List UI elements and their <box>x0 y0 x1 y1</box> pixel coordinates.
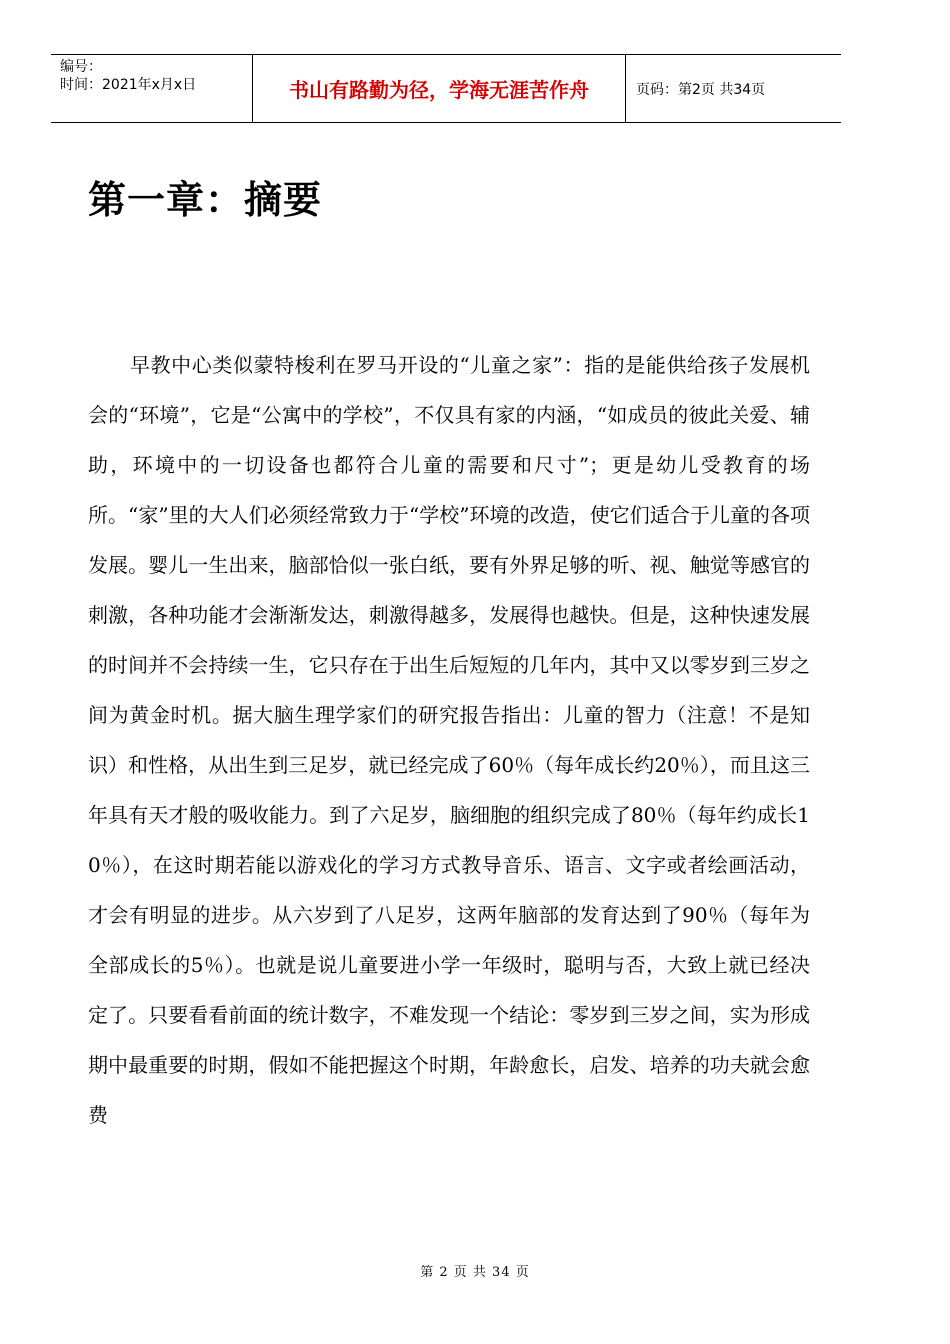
body-paragraph: 早教中心类似蒙特梭利在罗马开设的“儿童之家”：指的是能供给孩子发展机会的“环境”，它是“公寓中的学校”，不仅具有家的内涵，“如成员的彼此关爱、辅助，环境中的一切设备也都符合儿童的需要和尺寸”；更是幼儿受教育的场所。“家”里的大人们必须经常致力于“学校”环境的改造，使它们适合于儿童的各项发展。婴儿一生出来，脑部恰似一张白纸，要有外界足够的听、视、触觉等感官的刺激，各种功能才会渐渐发达，刺激得越多，发展得也越快。但是，这种快速发展的时间并不会持续一生，它只存在于出生后短短的几年内，其中又以零岁到三岁之间为黄金时机。据大脑生理学家们的研究报告指出：儿童的智力（注意！不是知识）和性格，从出生到三足岁，就已经完成了60％（每年成长约20％），而且这三年具有天才般的吸收能力。到了六足岁，脑细胞的组织完成了80％（每年约成长10％），在这时期若能以游戏化的学习方式教导音乐、语言、文字或者绘画活动，才会有明显的进步。从六岁到了八足岁，这两年脑部的发育达到了90％（每年为全部成长的5％）。也就是说儿童要进小学一年级时，聪明与否，大致上就已经决定了。只要看看前面的统计数字，不难发现一个结论：零岁到三岁之间，实为形成期中最重要的时期，假如不能把握这个时期，年龄愈长，启发、培养的功夫就会愈费 <box>88 353 810 1127</box>
time-label: 时间：2021年x月x日 <box>60 77 197 93</box>
chapter-title: 第一章：摘要 <box>88 177 323 222</box>
page-footer: 第 2 页 共 34 页 <box>420 1265 530 1280</box>
code-label: 编号： <box>60 59 102 75</box>
page-header <box>51 54 841 123</box>
header-motto: 书山有路勤为径，学海无涯苦作舟 <box>253 55 626 122</box>
header-page-info: 页码：第2页 共34页 <box>636 81 766 98</box>
header-meta <box>51 55 253 122</box>
